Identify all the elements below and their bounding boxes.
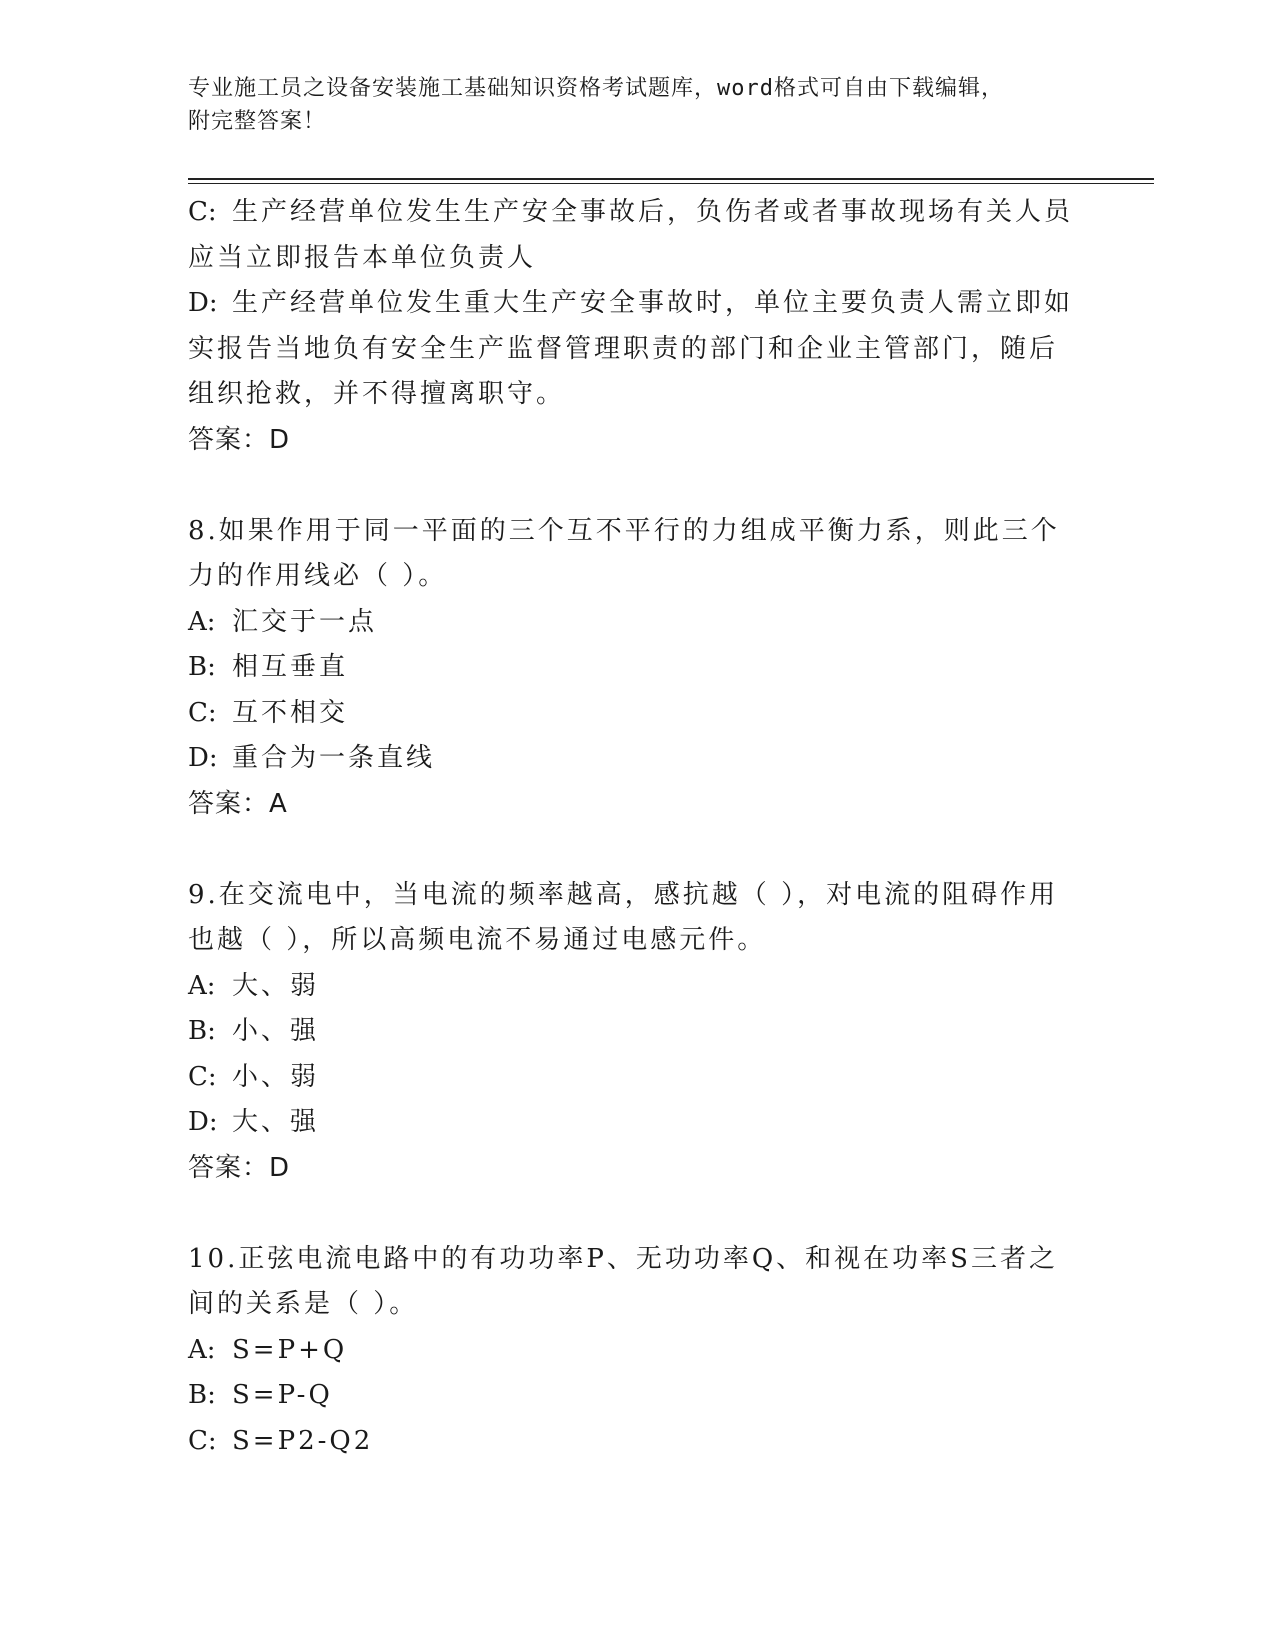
option-text: 大、弱 xyxy=(232,970,320,1001)
question-stem: 9.在交流电中，当电流的频率越高，感抗越（ ），对电流的阻碍作用 xyxy=(188,879,1059,910)
option-key: A: xyxy=(188,970,216,1001)
option-text: S=P-Q xyxy=(232,1380,333,1410)
option-key: D: xyxy=(188,288,218,318)
option-key: B: xyxy=(188,652,216,682)
option-text: S=P+Q xyxy=(232,1334,348,1365)
option-text: 相互垂直 xyxy=(232,652,349,682)
option-a xyxy=(188,964,1088,1010)
option-c xyxy=(188,1055,1088,1101)
question-stem-continued: 间的关系是（ ）。 xyxy=(188,1289,419,1319)
question-8 xyxy=(188,509,1088,828)
page-header xyxy=(188,72,1088,138)
option-text: 互不相交 xyxy=(232,697,349,728)
option-key: B: xyxy=(188,1016,216,1046)
question-stem: 8.如果作用于同一平面的三个互不平行的力组成平衡力系，则此三个 xyxy=(188,515,1060,546)
option-b xyxy=(188,1373,1088,1419)
option-a xyxy=(188,1328,1088,1374)
header-line-2: 附完整答案！ xyxy=(188,109,327,134)
option-key: C: xyxy=(188,1425,217,1456)
option-a xyxy=(188,600,1088,646)
option-text: 汇交于一点 xyxy=(232,606,378,637)
header-divider-thick xyxy=(188,178,1154,180)
answer: 答案：A xyxy=(188,788,288,819)
option-text: 生产经营单位发生重大生产安全事故时，单位主要负责人需立即如 xyxy=(232,288,1074,318)
question-stem: 10.正弦电流电路中的有功功率P、无功功率Q、和视在功率S三者之 xyxy=(188,1243,1058,1274)
option-key: D: xyxy=(188,743,218,773)
option-text: 小、弱 xyxy=(232,1061,320,1092)
option-b xyxy=(188,1009,1088,1055)
option-c xyxy=(188,1419,1088,1465)
document-body xyxy=(188,190,1088,1464)
option-c-continued: 应当立即报告本单位负责人 xyxy=(188,242,537,273)
answer: 答案：D xyxy=(188,424,291,455)
spacer xyxy=(188,463,1088,509)
option-key: B: xyxy=(188,1380,216,1410)
option-b xyxy=(188,645,1088,691)
option-c xyxy=(188,190,1088,236)
option-d xyxy=(188,281,1088,327)
option-d-continued: 组织抢救，并不得擅离职守。 xyxy=(188,379,566,409)
question-stem-continued: 力的作用线必（ ）。 xyxy=(188,561,448,591)
option-key: A: xyxy=(188,1334,216,1365)
question-10 xyxy=(188,1237,1088,1465)
option-text: 生产经营单位发生生产安全事故后，负伤者或者事故现场有关人员 xyxy=(232,197,1074,227)
option-d xyxy=(188,1100,1088,1146)
question-7-tail xyxy=(188,190,1088,463)
header-line-1: 专业施工员之设备安装施工基础知识资格考试题库，word格式可自由下载编辑， xyxy=(188,76,1004,101)
option-text: S=P2-Q2 xyxy=(232,1425,374,1456)
option-key: D: xyxy=(188,1107,218,1137)
option-text: 小、强 xyxy=(232,1016,320,1046)
answer: 答案：D xyxy=(188,1152,291,1183)
option-c xyxy=(188,691,1088,737)
option-d-continued: 实报告当地负有安全生产监督管理职责的部门和企业主管部门，随后 xyxy=(188,333,1059,364)
option-key: C: xyxy=(188,1061,217,1092)
option-key: C: xyxy=(188,697,217,728)
option-text: 大、强 xyxy=(232,1107,320,1137)
header-divider-thin xyxy=(188,183,1154,184)
option-key: A: xyxy=(188,606,216,637)
option-key: C: xyxy=(188,197,217,227)
question-9 xyxy=(188,873,1088,1192)
question-stem-continued: 也越（ ），所以高频电流不易通过电感元件。 xyxy=(188,925,767,955)
option-text: 重合为一条直线 xyxy=(232,743,436,773)
option-d xyxy=(188,736,1088,782)
spacer xyxy=(188,1191,1088,1237)
spacer xyxy=(188,827,1088,873)
